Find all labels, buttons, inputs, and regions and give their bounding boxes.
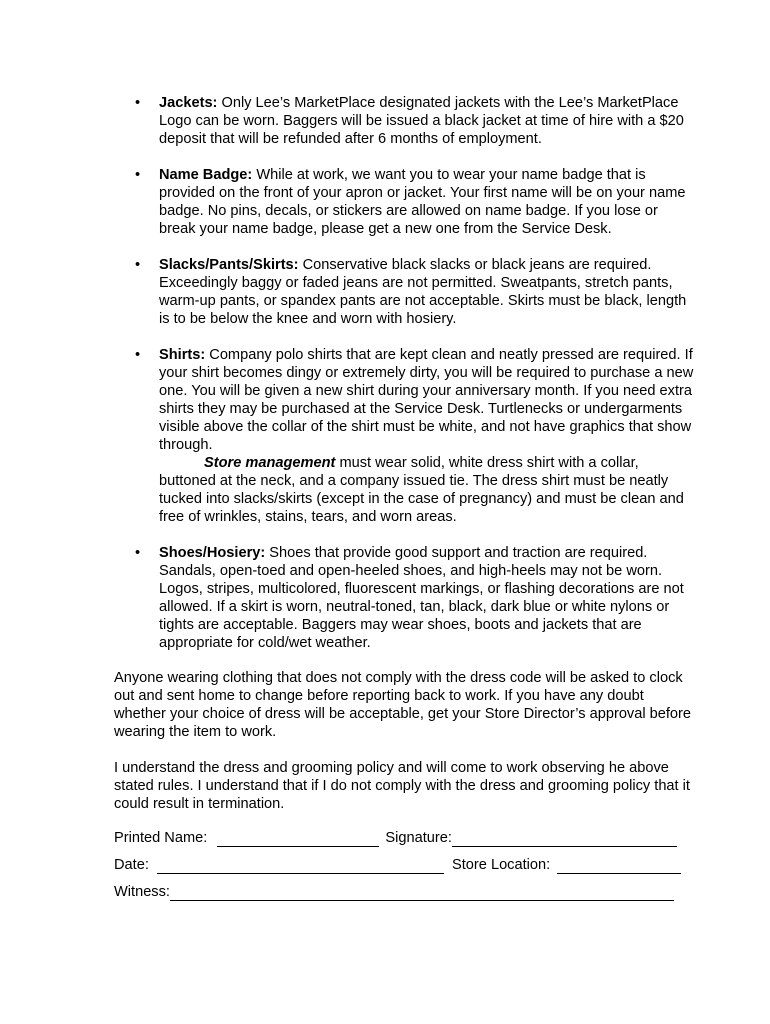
- list-item-body: Conservative black slacks or black jeans are required. Exceedingly baggy or faded jeans are not permitted. Sweatpants, stretch pants, warm-up pants, or spandex pants are not acceptable. Skirts must be black, length is to be below the knee and worn with hosiery.: [159, 257, 687, 327]
- noncompliance-paragraph: Anyone wearing clothing that does not comply with the dress code will be asked to clock out and sent home to change before reporting back to work. If you have any doubt whether your choice of dress will be acceptable, get your Store Director’s approval before wearing the item to work.: [114, 670, 692, 740]
- bullet-icon: •: [135, 257, 141, 273]
- bullet-icon: •: [135, 545, 141, 561]
- list-item-shirts: [114, 346, 694, 526]
- signature-label: Signature:: [385, 830, 452, 846]
- store-management-emphasis: Store management: [204, 455, 336, 471]
- list-item-name-badge: [114, 166, 694, 238]
- list-item-heading: Shoes/Hosiery:: [159, 545, 266, 561]
- printed-name-label: Printed Name:: [114, 830, 208, 846]
- list-item-heading: Slacks/Pants/Skirts:: [159, 257, 299, 273]
- witness-label: Witness:: [114, 884, 170, 900]
- list-item-text: [159, 347, 693, 525]
- bullet-icon: •: [135, 347, 141, 363]
- list-item-body: Shoes that provide good support and traction are required. Sandals, open-toed and open-heeled shoes, and high-heels may not be worn. Logos, stripes, multicolored, fluorescent markings, or flashing decorations are not allowed. If a skirt is worn, neutral-toned, tan, black, dark blue or white nylons or tights are acceptable. Baggers may wear shoes, boots and jackets that are appropriate for cold/wet weather.: [159, 545, 684, 651]
- date-field[interactable]: [157, 858, 444, 874]
- list-item-jackets: [114, 94, 694, 148]
- date-label: Date:: [114, 857, 149, 873]
- list-item-body: Only Lee’s MarketPlace designated jackets with the Lee’s MarketPlace Logo can be worn. Baggers will be issued a black jacket at time of hire with a $20 deposit that will be refunded after 6 months of employment.: [159, 95, 684, 147]
- list-item-text: [159, 257, 686, 327]
- list-item-heading: Jackets:: [159, 95, 218, 111]
- list-item-text: [159, 95, 684, 147]
- list-item-slacks: [114, 256, 694, 328]
- list-item-text: [159, 167, 685, 237]
- store-location-field[interactable]: [557, 858, 681, 874]
- signature-field[interactable]: [452, 831, 677, 847]
- printed-name-field[interactable]: [217, 831, 379, 847]
- signature-row-name: [114, 829, 694, 849]
- acknowledgement-paragraph: I understand the dress and grooming policy and will come to work observing he above stated rules. I understand that if I do not comply with the dress and grooming policy that it could result in termination.: [114, 760, 690, 812]
- store-management-text: must wear solid, white dress shirt with a collar, buttoned at the neck, and a company issued tie. The dress shirt must be neatly tucked into slacks/skirts (except in the case of pregnancy) and must be clean and free of wrinkles, stains, tears, and worn areas.: [159, 455, 684, 525]
- list-item-heading: Shirts:: [159, 347, 206, 363]
- bullet-icon: •: [135, 167, 141, 183]
- dress-code-list: [114, 94, 694, 670]
- list-item-heading: Name Badge:: [159, 167, 253, 183]
- list-item-body: Company polo shirts that are kept clean and neatly pressed are required. If your shirt becomes dingy or extremely dirty, you will be required to purchase a new one. You will be given a new shirt during your anniversary month. If you need extra shirts they may be purchased at the Service Desk. Turtlenecks or undergarments visible above the collar of the shirt must be white, and not have graphics that show through.: [159, 347, 694, 453]
- list-item-text: [159, 545, 684, 651]
- store-location-label: Store Location:: [452, 857, 551, 873]
- signature-row-witness: [114, 883, 694, 903]
- list-item-body: While at work, we want you to wear your name badge that is provided on the front of your apron or jacket. Your first name will be on your name badge. No pins, decals, or stickers are allowed on name badge. If you lose or break your name badge, please get a new one from the Service Desk.: [159, 167, 686, 237]
- bullet-icon: •: [135, 95, 141, 111]
- list-item-shoes: [114, 544, 694, 652]
- witness-field[interactable]: [170, 885, 674, 901]
- signature-row-date: [114, 856, 694, 876]
